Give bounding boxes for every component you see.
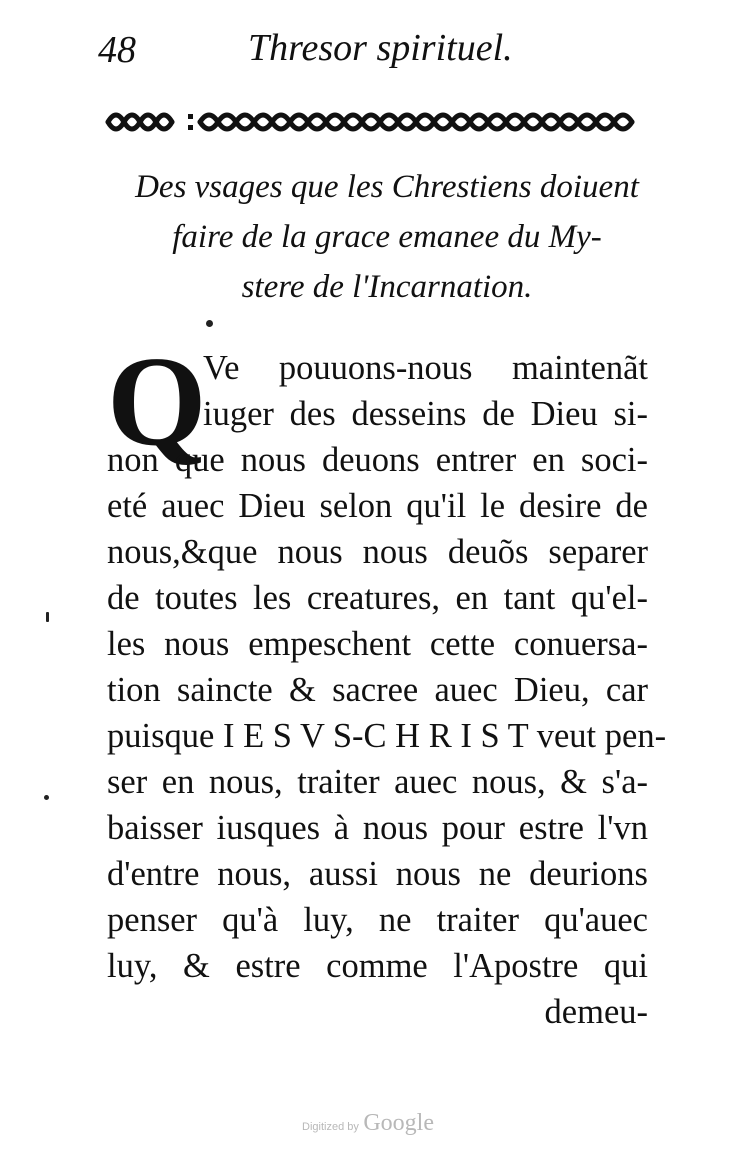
heading-line: Des vsages que les Chrestiens doiuent [135,169,639,205]
chapter-heading [92,162,682,312]
running-title: Thresor spirituel. [248,27,513,69]
text-line: non que nous deuons entrer en soci- [107,441,648,479]
heading-line: faire de la grace emanee du My- [172,219,602,255]
text-line: tion saincte & sacree auec Dieu, car [107,671,648,709]
google-wordmark: Google [363,1110,434,1136]
text-line: iuger des desseins de Dieu si- [203,395,648,433]
text-line: d'entre nous, aussi nous ne deurions [107,855,648,893]
ink-speck [46,612,49,622]
text-line: Ve pouuons-nous maintenãt [203,349,648,387]
text-line: nous,&que nous nous deuõs separer [107,533,648,571]
ink-speck [206,320,213,327]
text-line: de toutes les creatures, en tant qu'el- [107,579,648,617]
text-line: baisser iusques à nous pour estre l'vn [107,809,648,847]
heading-line: stere de l'Incarnation. [241,269,533,305]
text-line: puisque I E S V S-C H R I S T veut pen- [107,717,667,755]
text-line: penser qu'à luy, ne traiter qu'auec [107,901,648,939]
text-line: ser en nous, traiter auec nous, & s'a- [107,763,648,801]
ornament-band [104,102,650,142]
digitization-watermark [0,1110,736,1137]
drop-cap: Q [107,330,207,472]
ink-speck [44,795,49,800]
text-line: luy, & estre comme l'Apostre qui [107,947,648,985]
text-line: les nous empeschent cette conuersa- [107,625,648,663]
page-number: 48 [98,29,136,71]
running-head [98,22,658,72]
digitized-by-label: Digitized by [302,1121,359,1133]
text-line: eté auec Dieu selon qu'il le desire de [107,487,648,525]
catchword: demeu- [544,993,648,1031]
